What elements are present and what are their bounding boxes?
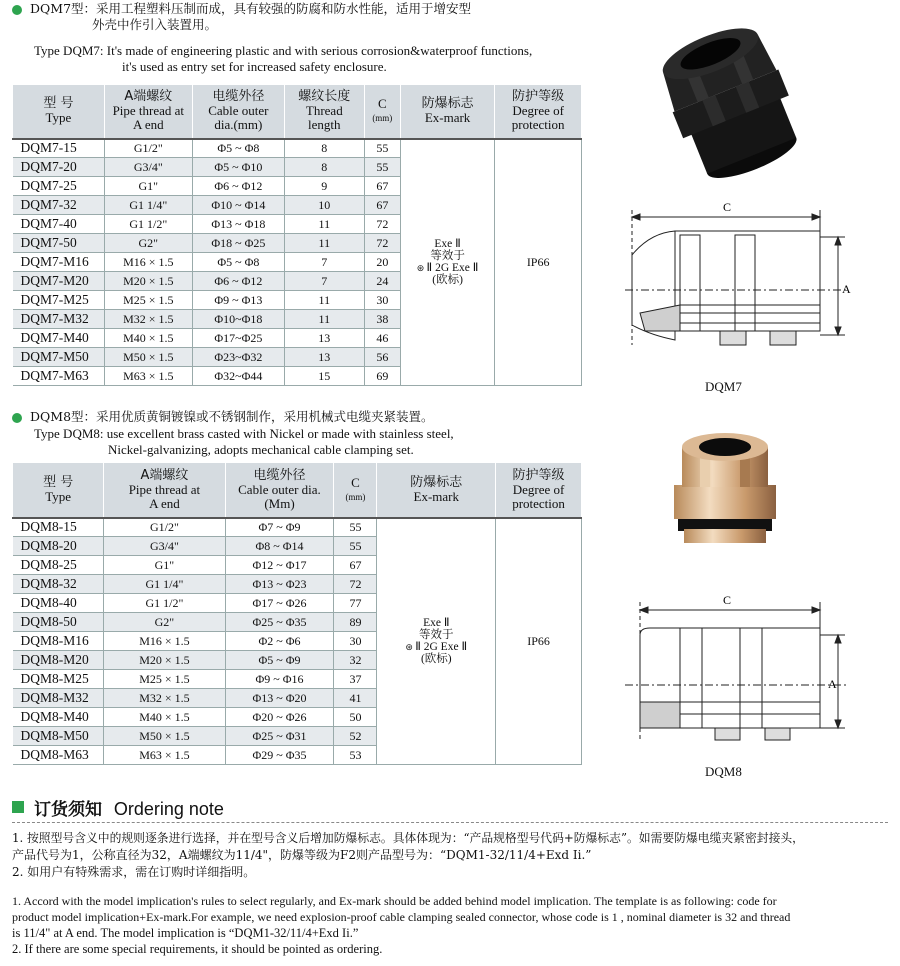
dqm7-drawing-c-label: C	[723, 200, 732, 214]
exmark-line	[377, 641, 495, 653]
cell-c: 72	[334, 575, 377, 594]
cell-c: 67	[364, 196, 400, 215]
cell-type: DQM7-32	[13, 196, 105, 215]
cell-type: DQM7-20	[13, 158, 105, 177]
cell-c: 72	[364, 234, 400, 253]
ip-rating-cell: IP66	[495, 139, 582, 386]
dqm8-spec-table	[12, 462, 582, 765]
cell-length: 15	[284, 367, 364, 386]
dqm7-intro-cn-2: 外壳中作引入装置用。	[92, 17, 218, 32]
col-exmark: 防爆标志 Ex-mark	[377, 463, 496, 518]
cell-thread: G1/2"	[104, 518, 225, 537]
cell-length: 10	[284, 196, 364, 215]
green-square-icon	[12, 801, 24, 813]
ordering-note-cn: 1. 按照型号含义中的规则逐条进行选择，并在型号含义后增加防爆标志。具体体现为：“产品规格型号代码+防爆标志”。如需要防爆电缆夹紧密封接头， 产品代号为1，公称直径为32，A端螺纹为11/4"，防爆等级为F2则产品型号为：“DQM1-32/11/4+Exd Ii.” 2. 如用户有特殊需求，需在订购时详细指明。	[12, 831, 804, 879]
cell-length: 11	[284, 234, 364, 253]
cell-type: DQM7-M25	[13, 291, 105, 310]
cell-thread: M40 × 1.5	[104, 708, 225, 727]
cell-c: 30	[364, 291, 400, 310]
cell-length: 7	[284, 253, 364, 272]
col-type: 型 号 Type	[13, 85, 105, 139]
cell-c: 89	[334, 613, 377, 632]
cell-c: 55	[364, 158, 400, 177]
table-row	[13, 139, 582, 158]
cell-thread: M20 × 1.5	[104, 272, 192, 291]
ip-rating-cell: IP66	[496, 518, 582, 765]
cell-cable: Φ18 ~ Φ25	[192, 234, 284, 253]
cell-type: DQM8-40	[13, 594, 104, 613]
cell-length: 11	[284, 310, 364, 329]
cell-thread: M32 × 1.5	[104, 310, 192, 329]
cell-thread: G3/4"	[104, 537, 225, 556]
cell-type: DQM7-M40	[13, 329, 105, 348]
cell-type: DQM7-15	[13, 139, 105, 158]
cell-thread: M16 × 1.5	[104, 632, 225, 651]
divider	[12, 822, 888, 823]
cell-cable: Φ17~Φ25	[192, 329, 284, 348]
cell-type: DQM8-M40	[13, 708, 104, 727]
cell-thread: M63 × 1.5	[104, 367, 192, 386]
cell-type: DQM8-20	[13, 537, 104, 556]
col-c: C (mm)	[364, 85, 400, 139]
cell-c: 69	[364, 367, 400, 386]
exmark-line: 等效于	[430, 250, 465, 263]
cell-c: 30	[334, 632, 377, 651]
col-cable: 电缆外径 Cable outer dia.(mm)	[192, 85, 284, 139]
cell-cable: Φ8 ~ Φ14	[225, 537, 334, 556]
cell-length: 13	[284, 348, 364, 367]
dqm8-intro-en-1: Type DQM8: use excellent brass casted with Nickel or made with stainless steel,	[34, 426, 454, 441]
cell-cable: Φ25 ~ Φ31	[225, 727, 334, 746]
cell-type: DQM7-M20	[13, 272, 105, 291]
cell-thread: G2"	[104, 613, 225, 632]
cell-cable: Φ6 ~ Φ12	[192, 177, 284, 196]
exmark-line: 等效于	[419, 629, 454, 642]
cell-type: DQM8-15	[13, 518, 104, 537]
cell-c: 38	[364, 310, 400, 329]
exmark-text: Ⅱ 2G Exe Ⅱ	[426, 262, 479, 275]
cell-cable: Φ5 ~ Φ8	[192, 253, 284, 272]
cell-thread: G3/4"	[104, 158, 192, 177]
col-exmark: 防爆标志 Ex-mark	[400, 85, 494, 139]
cell-type: DQM8-M63	[13, 746, 104, 765]
dqm8-dimension-drawing	[620, 590, 860, 755]
cell-type: DQM7-50	[13, 234, 105, 253]
cell-c: 55	[334, 518, 377, 537]
cell-c: 24	[364, 272, 400, 291]
cell-cable: Φ10~Φ18	[192, 310, 284, 329]
green-bullet-icon	[12, 5, 22, 15]
cell-c: 72	[364, 215, 400, 234]
cell-thread: M40 × 1.5	[104, 329, 192, 348]
col-c: C (mm)	[334, 463, 377, 518]
col-thread: A端螺纹 Pipe thread at A end	[104, 85, 192, 139]
col-length: 螺纹长度 Thread length	[284, 85, 364, 139]
cell-thread: G1 1/4"	[104, 575, 225, 594]
cell-cable: Φ23~Φ32	[192, 348, 284, 367]
cell-thread: G1 1/4"	[104, 196, 192, 215]
cell-thread: M16 × 1.5	[104, 253, 192, 272]
cell-cable: Φ5 ~ Φ10	[192, 158, 284, 177]
cell-type: DQM8-M32	[13, 689, 104, 708]
cell-cable: Φ29 ~ Φ35	[225, 746, 334, 765]
col-ip: 防护等级 Degree of protection	[496, 463, 582, 518]
dqm7-intro-cn-1: DQM7型：采用工程塑料压制而成，具有较强的防腐和防水性能，适用于增安型	[30, 1, 472, 16]
cell-type: DQM8-25	[13, 556, 104, 575]
cell-c: 55	[364, 139, 400, 158]
cell-thread: G1 1/2"	[104, 215, 192, 234]
cell-c: 77	[334, 594, 377, 613]
exmark-line	[401, 262, 494, 274]
dqm8-drawing-c-label: C	[723, 593, 732, 607]
cell-thread: G1/2"	[104, 139, 192, 158]
ex-hexagon-icon: ⊛	[416, 263, 427, 274]
exmark-cell	[400, 139, 494, 386]
cell-type: DQM8-M50	[13, 727, 104, 746]
cell-thread: M50 × 1.5	[104, 348, 192, 367]
cell-length: 9	[284, 177, 364, 196]
ordering-note-en: 1. Accord with the model implication's rules to select regularly, and Ex-mark should be added behind model implication. The template is as following: code for product model implication+Ex-mark.For example, we need explosion-proof cable clamping sealed connector, whose code is 1 , nominal diameter is 32 and thread is 11/4" at A end. The model implication is “DQM1-32/11/4+Exd Ii.” 2. If there are some special requirements, it should be pointed as ordering.	[12, 894, 791, 956]
cell-thread: G2"	[104, 234, 192, 253]
dqm7-dimension-drawing	[620, 195, 860, 370]
cell-type: DQM7-40	[13, 215, 105, 234]
dqm8-drawing-a-label: A	[828, 677, 837, 691]
cell-thread: M63 × 1.5	[104, 746, 225, 765]
exmark-line: Exe Ⅱ	[423, 617, 450, 630]
exmark-line: Exe Ⅱ	[434, 238, 461, 251]
col-cable: 电缆外径 Cable outer dia. (Mm)	[225, 463, 334, 518]
cell-thread: G1"	[104, 556, 225, 575]
cell-c: 37	[334, 670, 377, 689]
cell-cable: Φ2 ~ Φ6	[225, 632, 334, 651]
exmark-line: (欧标)	[420, 653, 452, 666]
cell-type: DQM7-M50	[13, 348, 105, 367]
cell-type: DQM8-M16	[13, 632, 104, 651]
ex-hexagon-icon: ⊛	[405, 642, 416, 653]
cell-type: DQM8-50	[13, 613, 104, 632]
col-type: 型 号 Type	[13, 463, 104, 518]
cell-cable: Φ13 ~ Φ18	[192, 215, 284, 234]
cell-cable: Φ12 ~ Φ17	[225, 556, 334, 575]
cell-type: DQM8-M25	[13, 670, 104, 689]
cell-c: 32	[334, 651, 377, 670]
cell-type: DQM8-32	[13, 575, 104, 594]
cell-cable: Φ25 ~ Φ35	[225, 613, 334, 632]
green-bullet-icon	[12, 413, 22, 423]
exmark-cell	[377, 518, 496, 765]
ordering-note-title: 订货须知 Ordering note	[34, 799, 224, 820]
cell-cable: Φ6 ~ Φ12	[192, 272, 284, 291]
dqm7-product-photo	[645, 20, 815, 185]
dqm8-caption: DQM8	[705, 764, 742, 779]
col-ip: 防护等级 Degree of protection	[495, 85, 582, 139]
cell-thread: G1"	[104, 177, 192, 196]
cell-thread: M20 × 1.5	[104, 651, 225, 670]
cell-cable: Φ9 ~ Φ13	[192, 291, 284, 310]
cell-cable: Φ5 ~ Φ8	[192, 139, 284, 158]
cell-cable: Φ5 ~ Φ9	[225, 651, 334, 670]
exmark-line: (欧标)	[432, 274, 463, 287]
cell-thread: M25 × 1.5	[104, 291, 192, 310]
cell-cable: Φ10 ~ Φ14	[192, 196, 284, 215]
cell-length: 8	[284, 158, 364, 177]
cell-c: 53	[334, 746, 377, 765]
cell-cable: Φ32~Φ44	[192, 367, 284, 386]
cell-c: 56	[364, 348, 400, 367]
table-row	[13, 518, 582, 537]
cell-cable: Φ13 ~ Φ23	[225, 575, 334, 594]
cell-length: 8	[284, 139, 364, 158]
cell-c: 41	[334, 689, 377, 708]
dqm7-intro-en-2: it's used as entry set for increased safety enclosure.	[122, 59, 387, 74]
cell-thread: M32 × 1.5	[104, 689, 225, 708]
exmark-text: Ⅱ 2G Exe Ⅱ	[415, 641, 468, 654]
cell-cable: Φ17 ~ Φ26	[225, 594, 334, 613]
cell-type: DQM7-M63	[13, 367, 105, 386]
dqm7-caption: DQM7	[705, 379, 742, 394]
cell-length: 7	[284, 272, 364, 291]
cell-thread: G1 1/2"	[104, 594, 225, 613]
cell-c: 67	[334, 556, 377, 575]
cell-c: 55	[334, 537, 377, 556]
cell-cable: Φ9 ~ Φ16	[225, 670, 334, 689]
cell-type: DQM7-M16	[13, 253, 105, 272]
cell-c: 20	[364, 253, 400, 272]
cell-thread: M50 × 1.5	[104, 727, 225, 746]
dqm7-intro-en-1: Type DQM7: It's made of engineering plastic and with serious corrosion&waterproof functions,	[34, 43, 533, 58]
cell-cable: Φ7 ~ Φ9	[225, 518, 334, 537]
col-thread: A端螺纹 Pipe thread at A end	[104, 463, 225, 518]
cell-c: 52	[334, 727, 377, 746]
cell-type: DQM7-25	[13, 177, 105, 196]
dqm7-spec-table	[12, 84, 582, 386]
cell-c: 46	[364, 329, 400, 348]
cell-length: 11	[284, 291, 364, 310]
cell-cable: Φ20 ~ Φ26	[225, 708, 334, 727]
dqm7-drawing-a-label: A	[842, 282, 851, 296]
dqm8-intro-en-2: Nickel-galvanizing, adopts mechanical cable clamping set.	[108, 442, 414, 457]
cell-c: 50	[334, 708, 377, 727]
dqm8-product-photo	[670, 425, 780, 550]
cell-cable: Φ13 ~ Φ20	[225, 689, 334, 708]
cell-type: DQM7-M32	[13, 310, 105, 329]
cell-type: DQM8-M20	[13, 651, 104, 670]
cell-c: 67	[364, 177, 400, 196]
cell-length: 13	[284, 329, 364, 348]
dqm8-intro-cn-1: DQM8型：采用优质黄铜镀镍或不锈钢制作，采用机械式电缆夹紧装置。	[30, 409, 434, 424]
cell-thread: M25 × 1.5	[104, 670, 225, 689]
cell-length: 11	[284, 215, 364, 234]
